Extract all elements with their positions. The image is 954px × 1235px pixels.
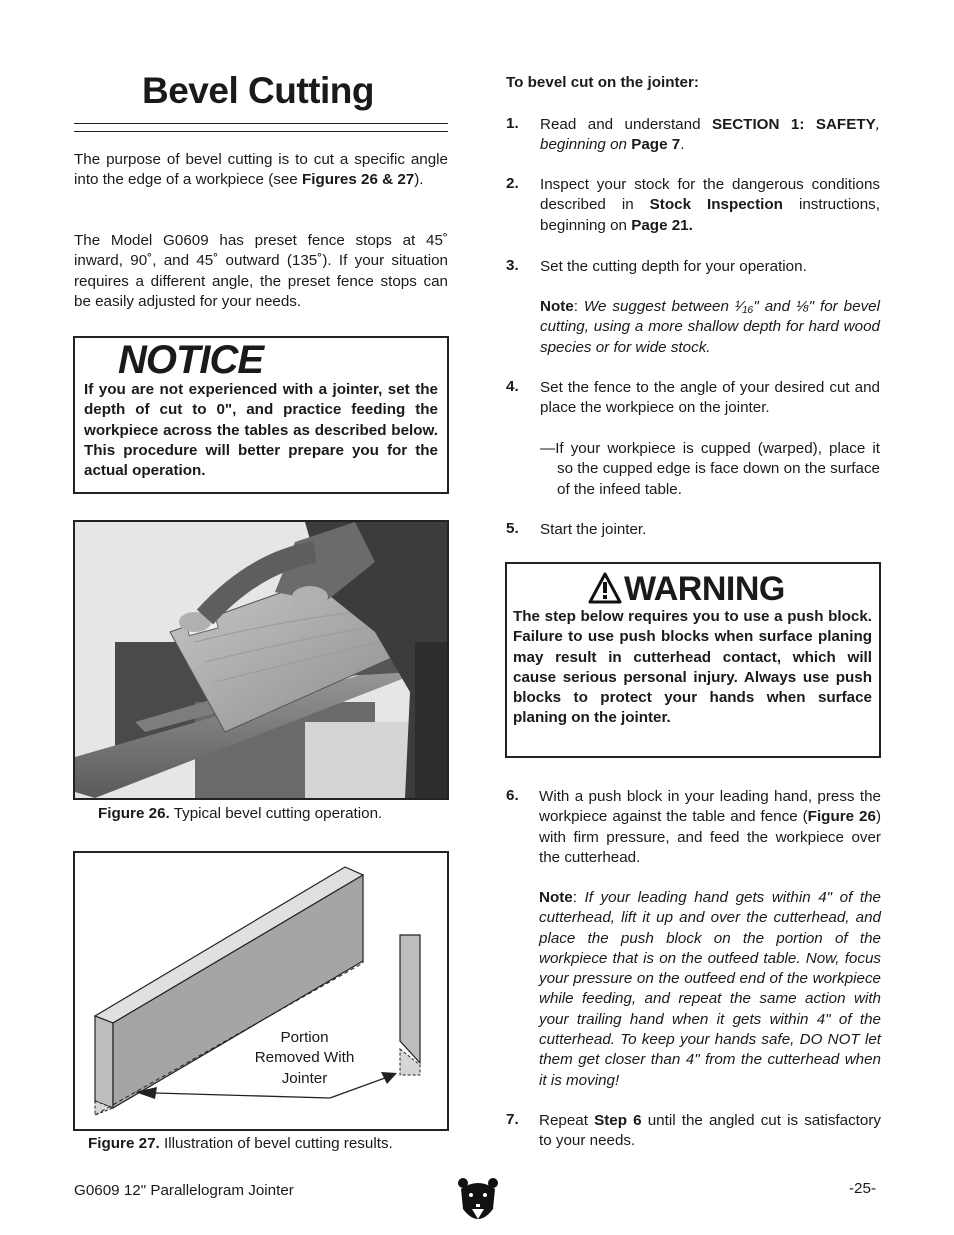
callout-line-3: Jointer xyxy=(281,1069,328,1087)
step-5-number: 5. xyxy=(506,520,519,537)
step-2-text xyxy=(540,175,880,236)
title-rule-bottom xyxy=(74,131,448,132)
step-2-b: Stock Inspection xyxy=(649,196,783,214)
callout-line-2: Removed With xyxy=(254,1049,355,1067)
step-6-note-text: If your leading hand gets within 4" of the cutterhead, lift it up and over the cutterhead, and place the push block on the portion of the workpiece that is on the outfeed table. Now, focus your pressure on the outfeed end of the workpiece while feeding, and repeat the same action with your trailing hand when it gets within 4" of the cutterhead. To keep your hands safe, DO NOT let them get closer than 4" from the cutterhead when it is moving! xyxy=(539,889,881,1089)
figure-27-caption xyxy=(88,1135,393,1152)
page-title: Bevel Cutting xyxy=(142,70,374,111)
title-rule-top xyxy=(74,123,448,124)
figure-27-callout xyxy=(247,1028,362,1089)
figure-27-frame xyxy=(73,851,449,1131)
warning-title: WARNING xyxy=(624,570,785,608)
step-1-d: Page 7 xyxy=(631,136,681,154)
step-7-a: Repeat xyxy=(539,1112,595,1129)
figure-26-label: Figure 26. xyxy=(98,805,170,822)
step-6-c: ) with firm pressure, and feed the workpiece over the cutterhead. xyxy=(539,808,881,866)
step-2-c: instructions, beginning on xyxy=(540,196,880,234)
step-6-note: Note: If your leading hand gets within 4" of the cutterhead, lift it up and over the cutterhead, and place the push block on the portion of the workpiece that is on the outfeed table. Now, focus your pressure on the outfeed end of the workpiece while feeding, and repeat the same action with your trailing hand when it gets within 4" of the cutterhead. To keep your hands safe, DO NOT let them get closer than 4" from the cutterhead when it is moving! xyxy=(539,889,881,1089)
step-4-text: Set the fence to the angle of your desired cut and place the workpiece on the jointer. xyxy=(540,379,880,417)
step-7-c: until the angled cut is satisfactory to your needs. xyxy=(539,1112,882,1150)
notice-title: NOTICE xyxy=(118,338,264,382)
step-6-text xyxy=(539,787,881,868)
step-1-a: Read and understand xyxy=(540,116,712,133)
figure-27-caption-text: Illustration of bevel cutting results. xyxy=(163,1135,393,1152)
figure-27-label: Figure 27. xyxy=(88,1135,160,1152)
intro-text: The purpose of bevel cutting is to cut a specific angle into the edge of a workpiece (see xyxy=(74,151,448,189)
step-2-number: 2. xyxy=(506,175,519,192)
step-1-e: . xyxy=(680,136,685,154)
step-6-a: With a push block in your leading hand, press the workpiece against the table and fence ( xyxy=(539,788,881,826)
step-3-note: Note: We suggest between ¹⁄₁₆" and ⅛" for bevel cutting, using a more shallow depth for hard wood species or for wide stock. xyxy=(540,298,880,356)
step-3-note-label: Note xyxy=(540,298,574,315)
step-3-number: 3. xyxy=(506,257,519,274)
step-7-b: Step 6 xyxy=(594,1112,642,1129)
intro-text-end: ). xyxy=(414,171,424,189)
step-1-text xyxy=(540,115,880,156)
step-1-b: SECTION 1: SAFETY xyxy=(711,116,876,133)
page-number: -25- xyxy=(849,1180,877,1197)
intro-paragraph-1 xyxy=(74,150,448,191)
callout-line-1: Portion xyxy=(280,1029,329,1046)
warning-triangle-icon xyxy=(588,572,622,604)
figure-reference: Figures 26 & 27 xyxy=(301,171,415,189)
step-5-text: Start the jointer. xyxy=(540,521,647,538)
step-1-number: 1. xyxy=(506,115,519,132)
step-7-number: 7. xyxy=(506,1111,519,1128)
warning-body: The step below requires you to use a push block. Failure to use push blocks when surface planing may result in cutterhead contact, which will cause serious personal injury. Always use push blocks to protect your hands when surface planing on the jointer. xyxy=(513,608,872,727)
figure-26-frame xyxy=(73,520,449,800)
step-4-number: 4. xyxy=(506,378,519,395)
bevel-cutting-photo xyxy=(75,522,447,798)
step-1-c: , beginning on xyxy=(540,116,880,154)
notice-body: If you are not experienced with a jointer, set the depth of cut to 0", and practice feeding the workpiece across the tables as described below. This procedure will better prepare you for the actual operation. xyxy=(84,381,438,480)
step-2-a: Inspect your stock for the dangerous conditions described in xyxy=(540,176,880,214)
step-7-text xyxy=(539,1111,881,1152)
figure-26-caption xyxy=(98,805,382,822)
step-6-b: Figure 26 xyxy=(807,808,876,826)
footer-model: G0609 12" Parallelogram Jointer xyxy=(74,1182,294,1199)
step-6-number: 6. xyxy=(506,787,519,804)
figure-26-caption-text: Typical bevel cutting operation. xyxy=(173,805,383,822)
procedure-heading: To bevel cut on the jointer: xyxy=(506,74,699,91)
step-2-d: Page 21. xyxy=(631,216,693,234)
bear-logo-icon xyxy=(457,1175,499,1227)
step-3-note-text: We suggest between ¹⁄₁₆" and ⅛" for bevel cutting, using a more shallow depth for hard wood species or for wide stock. xyxy=(540,298,880,356)
step-3-text: Set the cutting depth for your operation. xyxy=(540,258,807,275)
step-4-subitem: —If your workpiece is cupped (warped), place it so the cupped edge is face down on the surface of the infeed table. xyxy=(540,440,880,498)
step-6-note-label: Note xyxy=(539,889,573,906)
intro-paragraph-2: The Model G0609 has preset fence stops at 45˚ inward, 90˚, and 45˚ outward (135˚). If your situation requires a different angle, the preset fence stops can be easily adjusted for your needs. xyxy=(74,232,448,310)
